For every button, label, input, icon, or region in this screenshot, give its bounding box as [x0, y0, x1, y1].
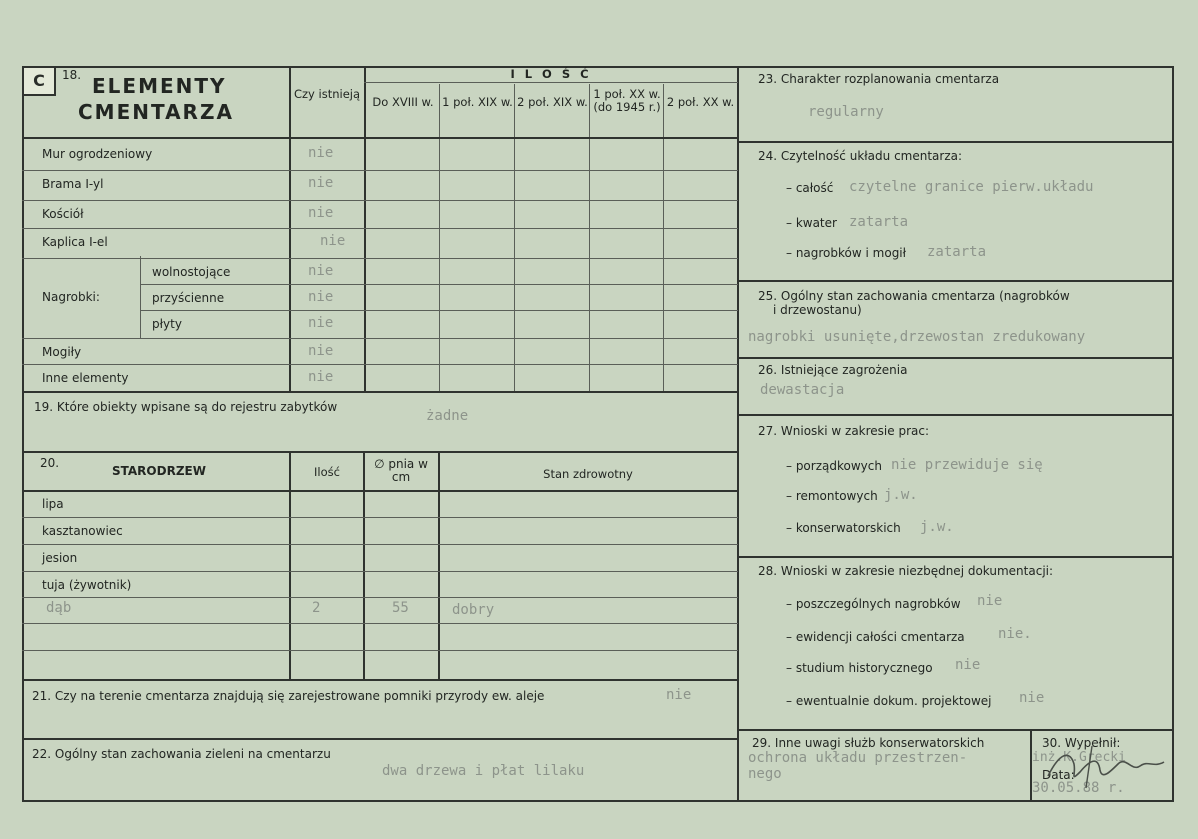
middle-border [737, 66, 739, 802]
tree-row-label: tuja (żywotnik) [42, 578, 132, 592]
tree-typed-diam: 55 [392, 600, 409, 616]
element-row-line [22, 364, 738, 365]
s20-title: STARODRZEW [112, 464, 206, 478]
element-row-exists-value: nie [308, 369, 334, 385]
s19-label: 19. Które obiekty wpisane są do rejestru zabytków [34, 400, 338, 414]
s26-value: dewastacja [760, 382, 845, 398]
element-row-line [140, 310, 738, 311]
element-row-exists-value: nie [308, 343, 334, 359]
nagrobki-divider [140, 256, 141, 338]
s27_items-item-label: – konserwatorskich [786, 521, 901, 535]
s18-number: 18. [62, 68, 82, 82]
col-divider-exists [289, 66, 291, 392]
period-col-divider [589, 84, 590, 392]
s23-value: regularny [808, 104, 884, 120]
period-header: 2 poł. XIX w. [517, 95, 588, 109]
s25-value: nagrobki usunięte,drzewostan zredukowany [748, 329, 1086, 345]
col-qty-header: I L O Ś Ć [510, 67, 592, 81]
s27_items-item-value: nie przewiduje się [891, 457, 1043, 473]
s25-top-line [737, 280, 1174, 282]
s20-col-qty [289, 451, 291, 680]
tree-row-line [22, 544, 738, 545]
s29-value-line2: nego [748, 766, 782, 782]
period-col-divider [514, 84, 515, 392]
tree-row-label: jesion [42, 551, 78, 565]
s28_items-item-value: nie. [998, 626, 1032, 642]
tree-row-label: lipa [42, 497, 64, 511]
s28-top-line [737, 556, 1174, 558]
s24_items-item-value: czytelne granice pierw.układu [849, 179, 1094, 195]
s24_items-item-label: – całość [786, 181, 834, 195]
s22-top-line [22, 738, 738, 740]
period-header: 1 poł. XX w. (do 1945 r.) [593, 87, 661, 114]
s27_items-item-label: – porządkowych [786, 459, 882, 473]
tree-row-line [22, 650, 738, 651]
period-col-divider [439, 84, 440, 392]
s24-top-line [737, 141, 1174, 143]
s26-top-line [737, 357, 1174, 359]
tree-typed-health: dobry [452, 602, 495, 618]
element-row-label: Mur ogrodzeniowy [42, 147, 153, 161]
s27-top-line [737, 414, 1174, 416]
s24_items-item-label: – nagrobków i mogił [786, 246, 907, 260]
s24_items-item-value: zatarta [849, 214, 909, 230]
element-row-exists-value: nie [308, 145, 334, 161]
s23-label: 23. Charakter rozplanowania cmentarza [758, 72, 1000, 86]
element-row-exists-value: nie [308, 205, 334, 221]
tree-row-line [22, 623, 738, 624]
s28_items-item-label: – ewentualnie dokum. projektowej [786, 694, 992, 708]
element-row-exists-value: nie [308, 263, 334, 279]
s22-value: dwa drzewa i płat lilaku [382, 763, 585, 779]
s30-name: inż.K.Grecki [1032, 750, 1126, 765]
s28_items-item-value: nie [977, 593, 1003, 609]
tree-typed-name: dąb [46, 600, 72, 616]
s29-top-line [737, 729, 1174, 731]
element-row-label: Brama I-yl [42, 177, 104, 191]
element-row-label: Kaplica I-el [42, 235, 108, 249]
s24_items-item-value: zatarta [927, 244, 987, 260]
header-bottom-line [22, 137, 738, 139]
s20-health-header: Stan zdrowotny [543, 467, 633, 481]
element-row-line [22, 338, 738, 339]
s30-date-label: Data: [1042, 768, 1075, 782]
period-header: Do XVIII w. [372, 95, 434, 109]
s20-header-bottom [22, 490, 738, 492]
s30-label: 30. Wypełnił: [1042, 736, 1121, 750]
s27_items-item-value: j.w. [920, 519, 954, 535]
s29-label: 29. Inne uwagi służb konserwatorskich [752, 736, 985, 750]
tree-row-line [22, 517, 738, 518]
element-row-exists-value: nie [308, 289, 334, 305]
s22-label: 22. Ogólny stan zachowania zieleni na cmentarzu [32, 747, 331, 761]
s27-label: 27. Wnioski w zakresie prac: [758, 424, 930, 438]
period-header: 1 poł. XIX w. [442, 95, 513, 109]
s28_items-item-label: – studium historycznego [786, 661, 933, 675]
s27_items-item-value: j.w. [884, 487, 918, 503]
element-row-label: Kościół [42, 207, 84, 221]
col-exists-header: Czy istnieją [293, 87, 361, 101]
s20-top-line [22, 451, 738, 453]
element-row-line [22, 228, 738, 229]
s28_items-item-label: – ewidencji całości cmentarza [786, 630, 965, 644]
element-row-exists-value: nie [308, 175, 334, 191]
col-divider-qty [364, 66, 366, 392]
s18-title-line2: CMENTARZA [78, 100, 234, 124]
s20-diam-header: ∅ pnia w cm [374, 457, 428, 484]
nagrobki-label: Nagrobki: [42, 290, 100, 304]
s20-qty-header: Ilość [314, 465, 340, 479]
element-row-label: wolnostojące [152, 265, 231, 279]
s28_items-item-value: nie [955, 657, 981, 673]
s20-col-diam [363, 451, 365, 680]
element-row-label: przyścienne [152, 291, 225, 305]
left-border [22, 66, 24, 802]
signature-image [1040, 742, 1170, 792]
period-col-divider [663, 84, 664, 392]
s26-label: 26. Istniejące zagrożenia [758, 363, 908, 377]
s21-value: nie [666, 687, 692, 703]
s25-label-2: i drzewostanu) [773, 303, 862, 317]
s30-date: 30.05.88 r. [1032, 780, 1125, 796]
element-row-line [22, 170, 738, 171]
element-row-exists-value: nie [308, 315, 334, 331]
s29-value-line1: ochrona układu przestrzen- [748, 750, 968, 766]
element-row-label: Mogiły [42, 345, 82, 359]
s28_items-item-label: – poszczególnych nagrobków [786, 597, 961, 611]
right-border [1172, 66, 1174, 802]
element-row-line [22, 258, 738, 259]
tree-row-line [22, 571, 738, 572]
s21-top-line [22, 679, 738, 681]
qty-sub-divider [364, 82, 738, 83]
s20-col-health [438, 451, 440, 680]
bottom-border-right [737, 800, 1174, 802]
s21-label: 21. Czy na terenie cmentarza znajdują się zarejestrowane pomniki przyrody ew. aleje [32, 689, 545, 703]
s24-label: 24. Czytelność układu cmentarza: [758, 149, 963, 163]
bottom-border-left [22, 800, 738, 802]
s24_items-item-label: – kwater [786, 216, 837, 230]
element-row-line [22, 200, 738, 201]
element-row-line [140, 284, 738, 285]
s27_items-item-label: – remontowych [786, 489, 878, 503]
s18-title-line1: ELEMENTY [92, 74, 227, 98]
element-row-label: płyty [152, 317, 182, 331]
tree-typed-qty: 2 [312, 600, 321, 616]
period-header: 2 poł. XX w. [666, 95, 735, 109]
card-letter-box: C [22, 66, 56, 96]
s25-label-1: 25. Ogólny stan zachowania cmentarza (nagrobków [758, 289, 1070, 303]
s20-number: 20. [40, 456, 60, 470]
s28_items-item-value: nie [1019, 690, 1045, 706]
s19-value: żadne [426, 408, 469, 424]
element-row-label: Inne elementy [42, 371, 129, 385]
s19-top-line [22, 391, 738, 393]
tree-row-label: kasztanowiec [42, 524, 123, 538]
s28-label: 28. Wnioski w zakresie niezbędnej dokumentacji: [758, 564, 1054, 578]
tree-row-line [22, 597, 738, 598]
element-row-exists-value: nie [320, 233, 346, 249]
